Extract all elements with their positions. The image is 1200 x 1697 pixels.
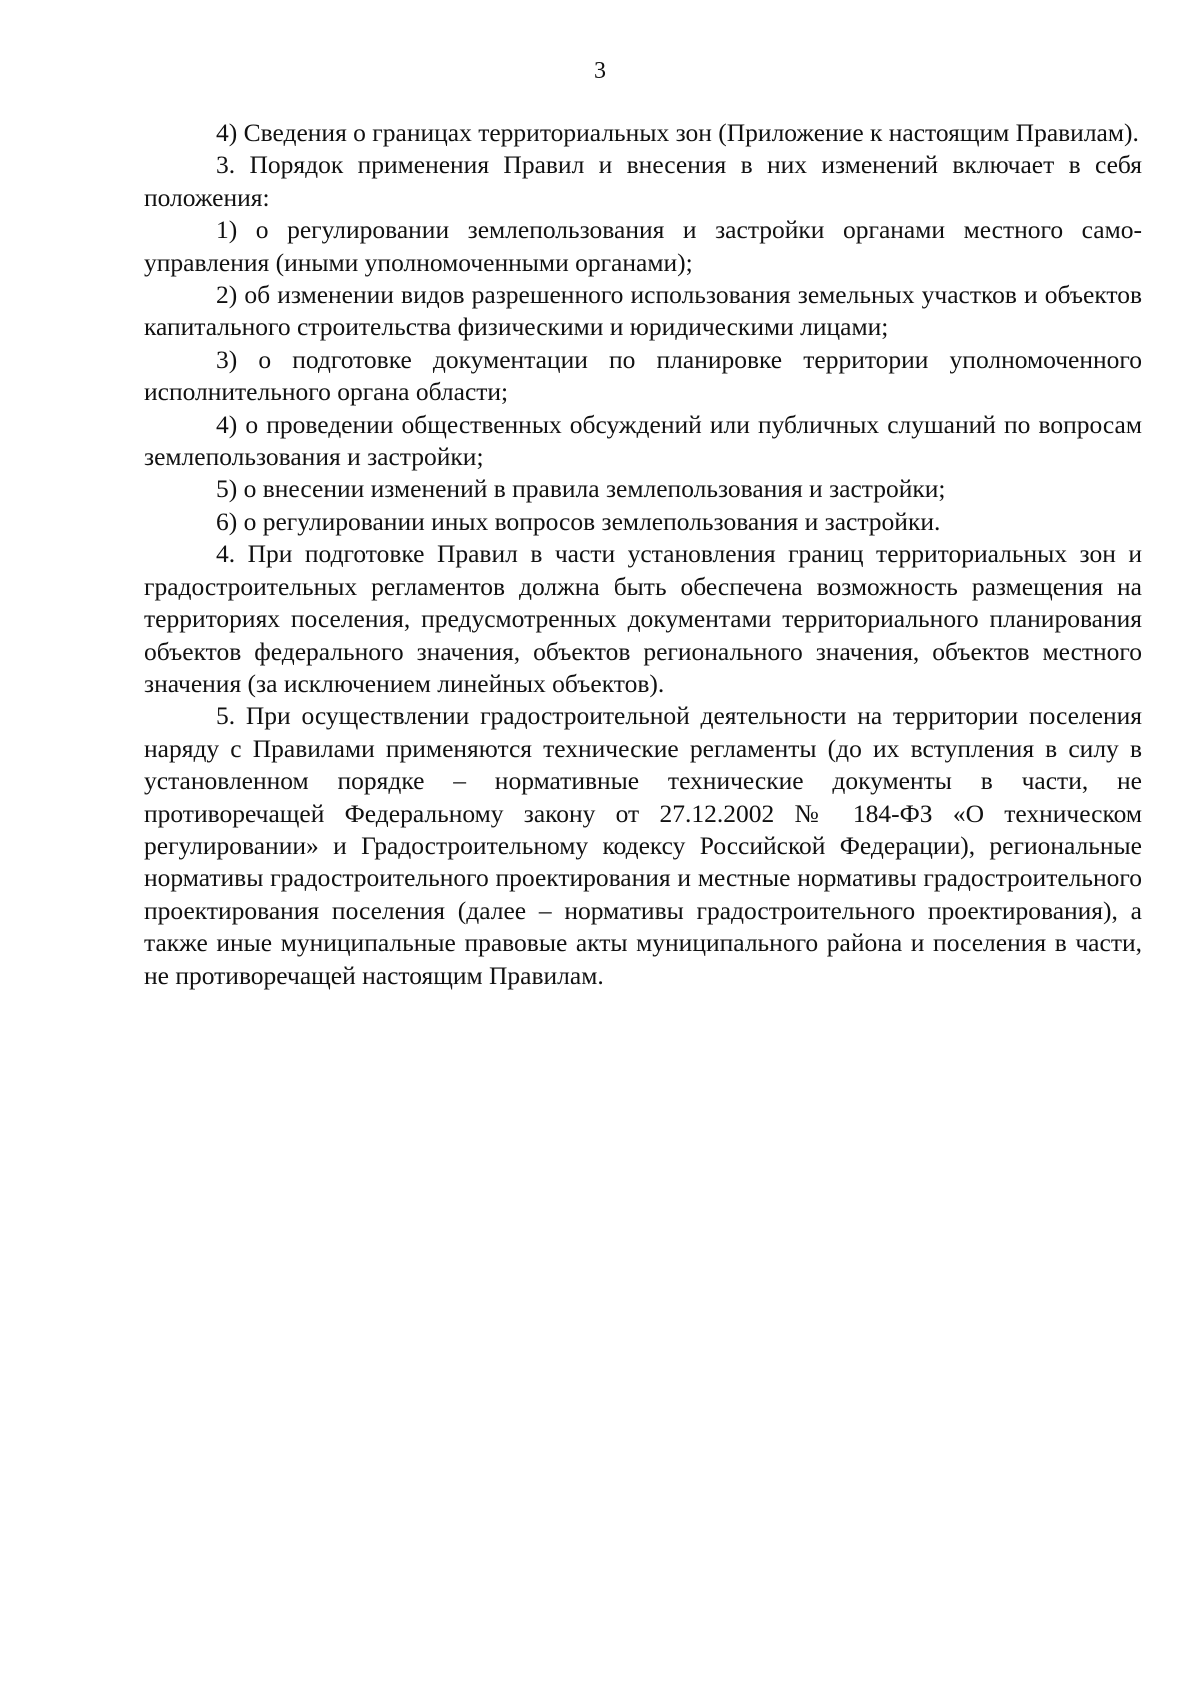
- paragraph-section-5-urban-planning: 5. При осуществлении градостроительной деятельности на территории поселения наряду с Правилами применяются технические регламенты (до их вступления в силу в установленном порядке – нормативные технические документы в части, не противоречащей Федеральному закону от 27.12.2002 № 184-ФЗ «О техническом регулировании» и Градостроительному кодексу Российской Федерации), региональные нормативы градостроительного проектирования и местные нормативы градостроительного проектирования поселения (далее – нормативы градостроительного проектирования), а также иные муниципальные правовые акты муниципального района и поселения в части, не противоречащей настоящим Правилам.: [144, 701, 1142, 990]
- paragraph-item-2-permitted-use-change: 2) об изменении видов разрешенного использования земельных участков и объектов капитального строительства физическими и юридическими лицами;: [144, 280, 1142, 342]
- page-number: 3: [594, 58, 606, 84]
- paragraph-item-3-planning-documentation: 3) о подготовке документации по планировке территории уполномоченного исполнительного органа области;: [144, 344, 1142, 407]
- paragraph-section-4-preparation: 4. При подготовке Правил в части установления границ территориальных зон и градостроительных регламентов должна быть обеспечена возможность размещения на территориях поселения, предусмотренных документами территориального планирования объектов федерального значения, объектов регионального значения, объектов местного значения (за исключением линейных объектов).: [144, 539, 1142, 698]
- paragraph-item-4-zone-boundaries: 4) Сведения о границах территориальных зон (Приложение к настоящим Правилам).: [216, 118, 1139, 147]
- paragraph-section-3-procedure: 3. Порядок применения Правил и внесения в них изменений включает в себя положения:: [144, 150, 1142, 212]
- document-body: [144, 117, 1142, 992]
- paragraph-item-5-amendments: 5) о внесении изменений в правила землепользования и застройки;: [216, 474, 946, 504]
- paragraph-item-6-other-issues: 6) о регулировании иных вопросов землепользования и застройки.: [216, 506, 941, 536]
- paragraph-item-4-public-hearings: 4) о проведении общественных обсуждений или публичных слушаний по вопросам землепользования и застройки;: [144, 409, 1142, 472]
- paragraph-item-1-regulation: 1) о регулировании землепользования и застройки органами местного самоуправления (иными уполномоченными органами);: [144, 215, 1142, 277]
